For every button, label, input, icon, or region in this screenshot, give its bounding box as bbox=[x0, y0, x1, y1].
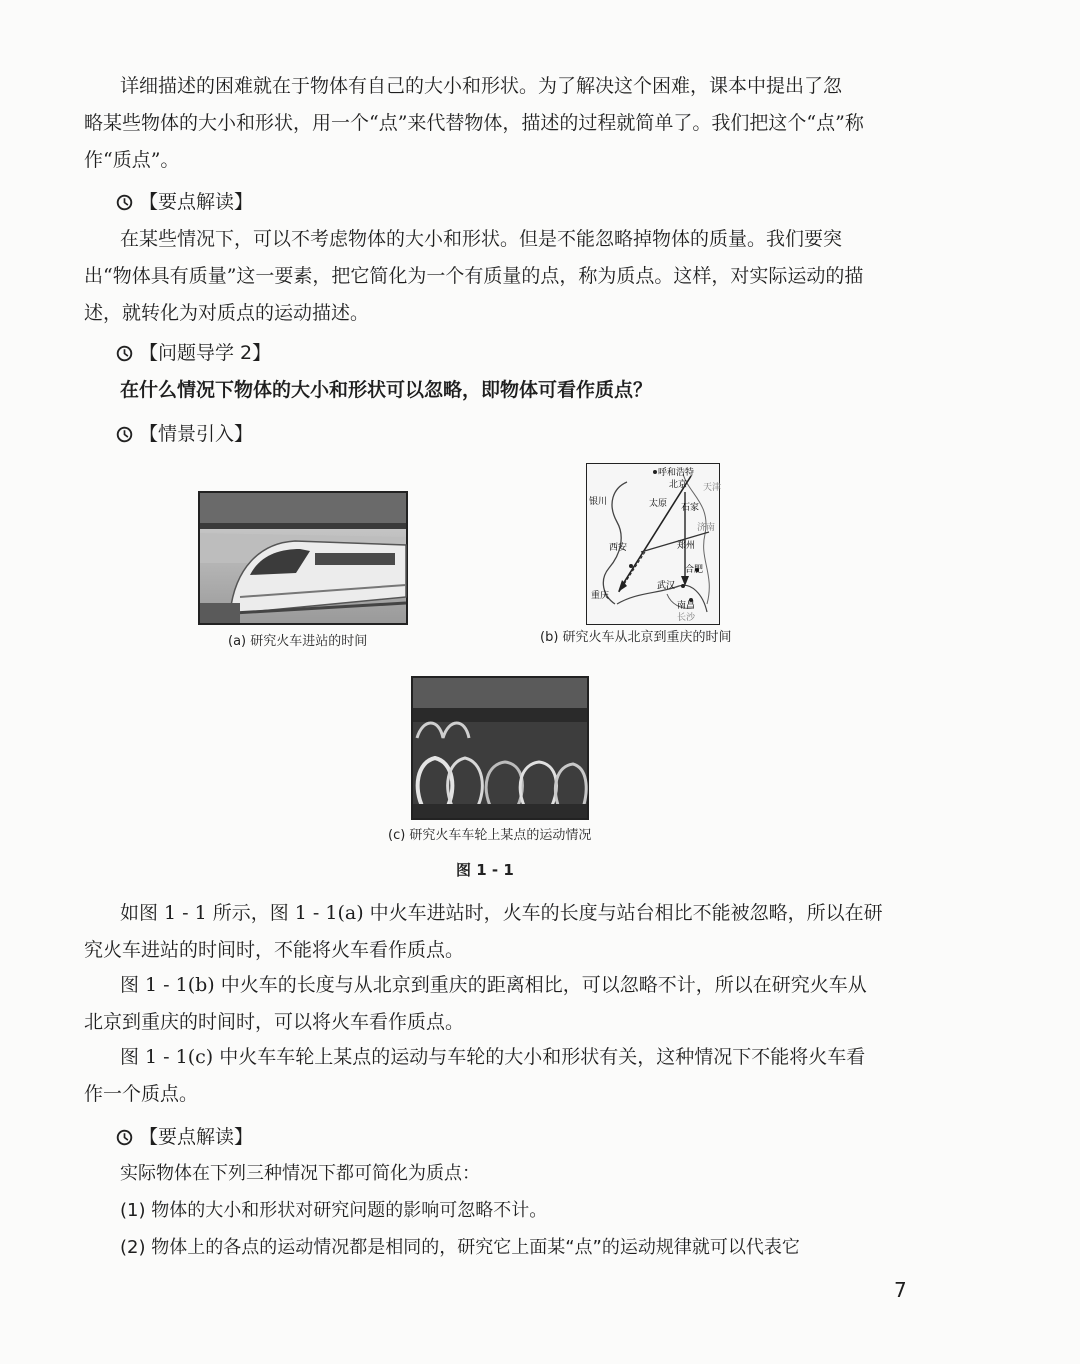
paragraph-line: 究火车进站的时间时，不能将火车看作质点。 bbox=[84, 939, 465, 961]
train-photo-illustration bbox=[200, 493, 406, 623]
clock-icon bbox=[116, 1129, 133, 1146]
intro-line: 作“质点”。 bbox=[84, 149, 180, 171]
map-label-yinchuan: 银川 bbox=[589, 497, 608, 507]
figure-b-railway-map bbox=[586, 463, 720, 625]
paragraph-line: 北京到重庆的时间时，可以将火车看作质点。 bbox=[84, 1011, 465, 1033]
map-label-chongqing: 重庆 bbox=[591, 591, 610, 601]
intro-paragraph bbox=[84, 68, 884, 179]
intro-line: 详细描述的困难就在于物体有自己的大小和形状。为了解决这个困难，课本中提出了忽 bbox=[120, 75, 843, 97]
paragraph-line: 图 1 - 1(b) 中火车的长度与从北京到重庆的距离相比，可以忽略不计，所以在研究火车从 bbox=[120, 974, 867, 996]
paragraph-line: 作一个质点。 bbox=[84, 1083, 199, 1105]
map-label-wuhan: 武汉 bbox=[657, 581, 676, 591]
section-heading-text: 【要点解读】 bbox=[139, 1126, 254, 1148]
figure-b-caption: (b) 研究火车从北京到重庆的时间 bbox=[540, 630, 732, 645]
section-heading-text: 【问题导学 2】 bbox=[139, 342, 272, 364]
clock-icon bbox=[116, 426, 133, 443]
figure-a-train-station-photo bbox=[198, 491, 408, 625]
clock-icon bbox=[116, 345, 133, 362]
list-item: (1) 物体的大小和形状对研究问题的影响可忽略不计。 bbox=[120, 1200, 548, 1221]
explanation-paragraph-2 bbox=[84, 967, 884, 1041]
map-illustration bbox=[587, 464, 722, 624]
map-label-xian: 西安 bbox=[609, 543, 628, 553]
scenario-heading bbox=[116, 421, 253, 447]
guide-question bbox=[120, 372, 880, 409]
question-text: 在什么情况下物体的大小和形状可以忽略，即物体可看作质点？ bbox=[120, 379, 653, 401]
key-point-heading bbox=[116, 189, 253, 215]
paragraph-line: 如图 1 - 1 所示，图 1 - 1(a) 中火车进站时，火车的长度与站台相比不能被忽略，所以在研 bbox=[120, 902, 883, 924]
key-point-list bbox=[84, 1155, 884, 1266]
list-item: (2) 物体上的各点的运动情况都是相同的，研究它上面某“点”的运动规律就可以代表它 bbox=[120, 1237, 800, 1258]
explanation-paragraph-3 bbox=[84, 1039, 884, 1113]
list-intro: 实际物体在下列三种情况下都可简化为质点： bbox=[120, 1163, 480, 1184]
intro-line: 略某些物体的大小和形状，用一个“点”来代替物体，描述的过程就简单了。我们把这个“点”称 bbox=[84, 112, 864, 134]
figure-c-wheel-motion-photo bbox=[411, 676, 589, 820]
map-label-changsha: 长沙 bbox=[677, 613, 696, 623]
paragraph-line: 在某些情况下，可以不考虑物体的大小和形状。但是不能忽略掉物体的质量。我们要突 bbox=[120, 228, 843, 250]
key-point-heading-2 bbox=[116, 1124, 253, 1150]
explanation-paragraph-1 bbox=[84, 895, 884, 969]
map-label-zhengzhou: 郑州 bbox=[677, 541, 696, 551]
question-guide-heading bbox=[116, 340, 271, 366]
figure-a-caption: (a) 研究火车进站的时间 bbox=[228, 634, 368, 649]
section-heading-text: 【要点解读】 bbox=[139, 191, 254, 213]
clock-icon bbox=[116, 194, 133, 211]
paragraph-line: 图 1 - 1(c) 中火车车轮上某点的运动与车轮的大小和形状有关，这种情况下不能将火车看 bbox=[120, 1046, 866, 1068]
map-label-beijing: 北京 bbox=[669, 480, 688, 490]
key-point-paragraph bbox=[84, 221, 884, 332]
map-label-huhehaote: 呼和浩特 bbox=[658, 468, 695, 478]
section-heading-text: 【情景引入】 bbox=[139, 423, 254, 445]
map-label-hefei: 合肥 bbox=[685, 565, 704, 575]
paragraph-line: 述，就转化为对质点的运动描述。 bbox=[84, 302, 370, 324]
map-label-tianjin: 天津 bbox=[703, 483, 722, 493]
map-label-jinan: 济南 bbox=[697, 523, 716, 533]
figure-title: 图 1 - 1 bbox=[456, 861, 514, 879]
map-label-nanchang: 南昌 bbox=[677, 601, 696, 611]
map-label-shijiazhuang: 石家 bbox=[681, 503, 700, 513]
figure-c-caption: (c) 研究火车车轮上某点的运动情况 bbox=[388, 828, 592, 843]
page-number: 7 bbox=[894, 1278, 907, 1302]
paragraph-line: 出“物体具有质量”这一要素，把它简化为一个有质量的点，称为质点。这样，对实际运动的描 bbox=[84, 265, 864, 287]
map-label-taiyuan: 太原 bbox=[649, 499, 668, 509]
wheel-trajectory-illustration bbox=[413, 678, 587, 818]
